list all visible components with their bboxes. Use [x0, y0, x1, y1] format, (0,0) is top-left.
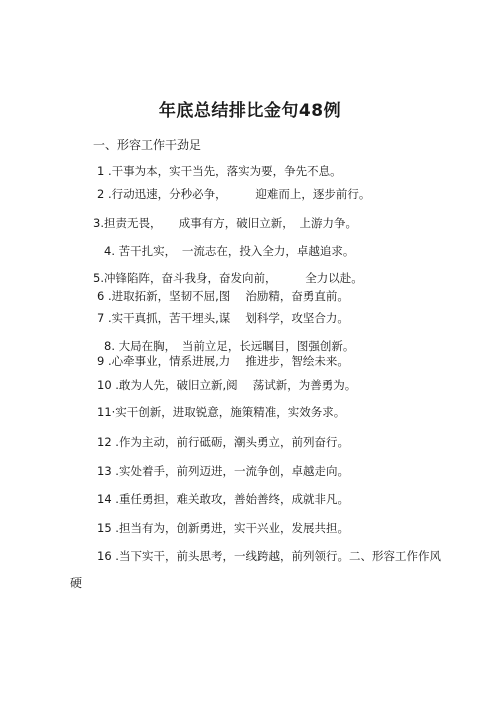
- list-item: 8. 大局在胸， 当前立足，长远瞩目，图强创新。: [104, 339, 355, 353]
- list-item: 12 .作为主动，前行砥砺，潮头勇立，前列奋行。: [97, 435, 349, 449]
- list-item: 2 .行动迅速，分秒必争， 迎难而上，逐步前行。: [97, 187, 371, 201]
- list-item: 13 .实处着手，前列迈进，一流争创，卓越走向。: [97, 464, 349, 478]
- page-title: 年底总结排比金句48例: [158, 101, 342, 121]
- list-item: 5.冲锋陷阵，奋斗我身，奋发向前， 全力以赴。: [93, 271, 363, 285]
- list-item: 15 .担当有为，创新勇进，实干兴业，发展共担。: [97, 521, 349, 535]
- list-item: 11·实干创新，进取锐意，施策精准，实效务求。: [97, 405, 346, 419]
- list-item: 10 .敢为人先，破旧立新,阅 荡试新，为善勇为。: [97, 378, 357, 392]
- section-heading: 一、形容工作干劲足: [93, 138, 202, 152]
- list-item: 3.担责无畏， 成事有方，破旧立新， 上游力争。: [93, 216, 357, 230]
- wrapped-line-continuation: 硬: [70, 576, 83, 590]
- list-item: 6 .进取拓新，坚韧不屈,图 治励精，奋勇直前。: [97, 289, 349, 303]
- list-item: 14 .重任勇担，难关敢攻，善始善终，成就非凡。: [97, 492, 349, 506]
- list-item: 7 .实干真抓，苦干埋头,谋 划科学，攻坚合力。: [97, 311, 349, 325]
- list-item: 16 .当下实干，前头思考，一线跨越，前列领行。二、形容工作作风: [97, 549, 441, 563]
- list-item: 4. 苦干扎实， 一流志在，投入全力，卓越追求。: [104, 244, 355, 258]
- list-item: 9 .心牵事业，情系进展,力 推进步，智绘未来。: [97, 354, 349, 368]
- list-item: 1 .干事为本，实干当先，落实为要，争先不息。: [97, 164, 342, 178]
